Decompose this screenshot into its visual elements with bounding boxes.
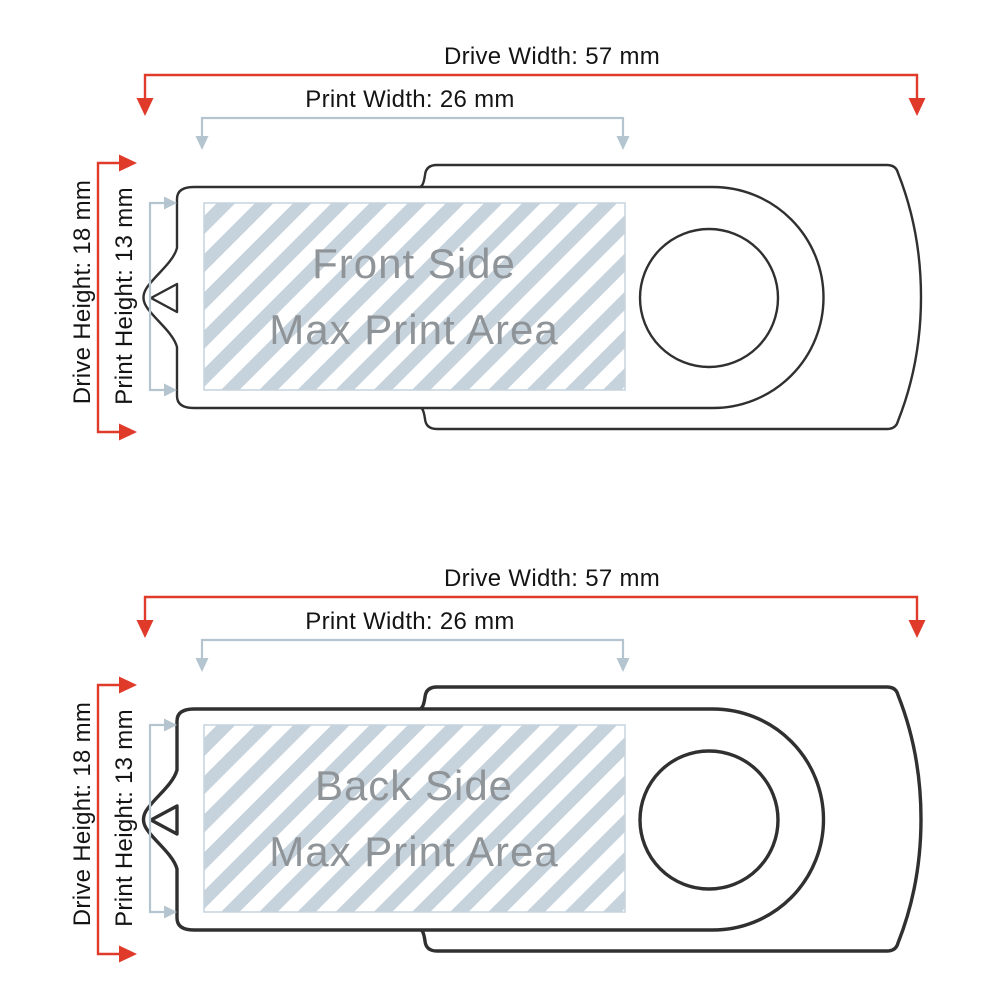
down-arrowhead-icon: [617, 136, 630, 150]
drive-width-label: Drive Width: 57 mm: [443, 565, 661, 592]
right-arrowhead-icon: [119, 424, 137, 441]
print-area-caption-line2: Max Print Area: [269, 828, 559, 875]
print-height-label: Print Height: 13 mm: [111, 187, 138, 405]
print-area-caption-line1: Front Side: [312, 240, 516, 287]
down-arrowhead-icon: [137, 98, 154, 116]
print-height-label: Print Height: 13 mm: [111, 709, 138, 927]
max-print-area-hatch: [204, 725, 625, 912]
drive-width-dimension: [137, 565, 926, 638]
down-arrowhead-icon: [909, 620, 926, 638]
down-arrowhead-icon: [137, 620, 154, 638]
right-arrowhead-icon: [164, 197, 177, 210]
right-arrowhead-icon: [164, 906, 177, 919]
down-arrowhead-icon: [196, 136, 209, 150]
drive-height-label: Drive Height: 18 mm: [69, 179, 96, 405]
drive-width-dimension: [137, 43, 926, 116]
print-width-label: Print Width: 26 mm: [305, 86, 515, 113]
print-area-caption-line1: Back Side: [314, 762, 514, 809]
pivot-hole-circle: [640, 229, 778, 367]
down-arrowhead-icon: [196, 658, 209, 672]
right-arrowhead-icon: [164, 384, 177, 397]
right-arrowhead-icon: [164, 719, 177, 732]
print-width-dimension: [196, 86, 630, 150]
drive-width-dimension-line: [145, 597, 917, 622]
print-width-dimension-line: [202, 640, 623, 659]
right-arrowhead-icon: [119, 155, 137, 172]
right-arrowhead-icon: [119, 946, 137, 963]
down-arrowhead-icon: [909, 98, 926, 116]
print-width-dimension-line: [202, 118, 623, 137]
front-side-diagram: [69, 43, 926, 441]
back-side-diagram: [69, 565, 926, 963]
drive-height-label: Drive Height: 18 mm: [69, 701, 96, 927]
max-print-area-hatch: [204, 203, 625, 390]
print-area-caption-line2: Max Print Area: [269, 306, 559, 353]
down-arrowhead-icon: [617, 658, 630, 672]
print-width-dimension: [196, 608, 630, 672]
pivot-hole-circle: [640, 751, 778, 889]
right-arrowhead-icon: [119, 677, 137, 694]
print-width-label: Print Width: 26 mm: [305, 608, 515, 635]
drive-width-dimension-line: [145, 75, 917, 100]
drive-width-label: Drive Width: 57 mm: [443, 43, 661, 70]
